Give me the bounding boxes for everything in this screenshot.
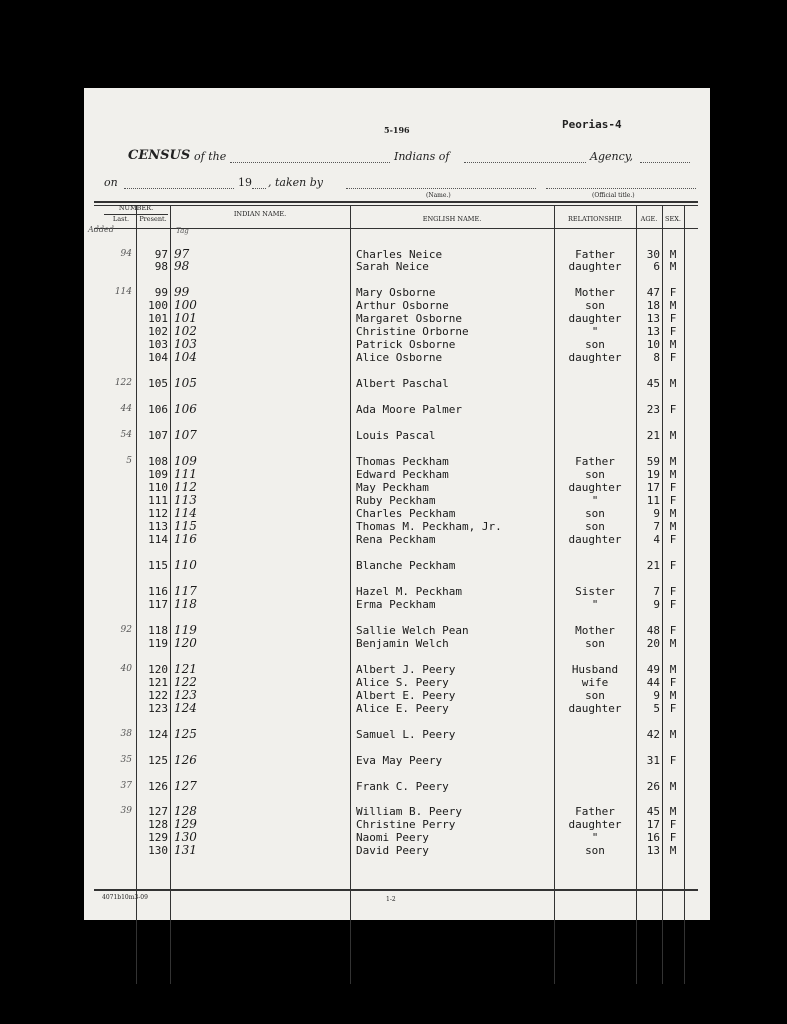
sex: M [669, 689, 677, 702]
relationship: Father [575, 455, 615, 468]
english-name: Albert E. Peery [356, 689, 456, 702]
present-number: 100 [148, 299, 168, 312]
handwritten-number: 109 [174, 454, 197, 468]
relationship: Sister [575, 585, 615, 598]
sex: M [669, 468, 677, 481]
handwritten-number: 121 [174, 662, 197, 676]
last-number: 54 [120, 430, 132, 440]
table-row [84, 559, 710, 572]
relationship: daughter [568, 818, 622, 831]
last-number: 35 [120, 755, 132, 765]
age: 7 [653, 585, 660, 598]
sex: M [669, 520, 677, 533]
sex: M [669, 507, 677, 520]
relationship: Father [575, 248, 615, 261]
handwritten-number: 131 [174, 843, 197, 857]
sex: F [669, 533, 677, 546]
handwritten-number: 125 [174, 727, 197, 741]
last-number: 38 [120, 729, 132, 739]
english-name: Hazel M. Peckham [356, 585, 462, 598]
english-name: Ada Moore Palmer [356, 403, 462, 416]
present-number: 129 [148, 831, 168, 844]
handwritten-number: 107 [174, 428, 197, 442]
present-number: 99 [154, 286, 168, 299]
age: 9 [653, 689, 660, 702]
present-number: 115 [148, 559, 168, 572]
last-number: 92 [120, 625, 132, 635]
relationship: daughter [568, 533, 622, 546]
handwritten-number: 126 [174, 753, 197, 767]
english-name: Ruby Peckham [356, 494, 436, 507]
table-row [84, 429, 710, 442]
english-name: Erma Peckham [356, 598, 436, 611]
present-number: 122 [148, 689, 168, 702]
present-number: 103 [148, 338, 168, 351]
age: 23 [646, 403, 660, 416]
present-number: 124 [148, 728, 168, 741]
english-name: Thomas Peckham [356, 455, 449, 468]
relationship: son [585, 520, 605, 533]
relationship: daughter [568, 481, 622, 494]
age: 10 [646, 338, 660, 351]
col-number: NUMBER. [118, 204, 154, 212]
english-name: William B. Peery [356, 805, 462, 818]
age: 18 [646, 299, 660, 312]
present-number: 126 [148, 780, 168, 793]
age: 21 [646, 559, 660, 572]
relationship: son [585, 468, 605, 481]
table-row [84, 403, 710, 416]
sex: M [669, 637, 677, 650]
relationship: Father [575, 805, 615, 818]
handwritten-number: 111 [174, 467, 197, 481]
sex: M [669, 248, 677, 261]
handwritten-number: 116 [174, 532, 197, 546]
handwritten-number: 102 [174, 324, 197, 338]
sex: F [669, 312, 677, 325]
age: 45 [646, 805, 660, 818]
handwritten-number: 122 [174, 675, 197, 689]
sex: F [669, 325, 677, 338]
sex: F [669, 702, 677, 715]
sex: F [669, 559, 677, 572]
age: 7 [653, 520, 660, 533]
sex: M [669, 844, 677, 857]
relationship: Mother [575, 624, 615, 637]
relationship: daughter [568, 702, 622, 715]
sex: M [669, 338, 677, 351]
table-row [84, 351, 710, 364]
english-name: Margaret Osborne [356, 312, 462, 325]
sex: M [669, 780, 677, 793]
english-name: Sallie Welch Pean [356, 624, 469, 637]
handwritten-number: 114 [174, 506, 197, 520]
relationship: son [585, 637, 605, 650]
last-number: 39 [120, 806, 132, 816]
handwritten-number: 106 [174, 402, 197, 416]
relationship: " [591, 598, 599, 611]
present-number: 118 [148, 624, 168, 637]
present-number: 101 [148, 312, 168, 325]
col-english-name: ENGLISH NAME. [422, 215, 482, 223]
age: 9 [653, 598, 660, 611]
table-row [84, 260, 710, 273]
sex: M [669, 728, 677, 741]
handwritten-number: 128 [174, 804, 197, 818]
english-name: Arthur Osborne [356, 299, 449, 312]
handwritten-number: 120 [174, 636, 197, 650]
tribe-stamp: Peorias-4 [562, 118, 622, 131]
present-number: 127 [148, 805, 168, 818]
present-number: 130 [148, 844, 168, 857]
handwritten-number: 105 [174, 376, 197, 390]
relationship: daughter [568, 312, 622, 325]
last-number: 37 [120, 781, 132, 791]
annotation-tag: Tag [176, 227, 189, 235]
present-number: 104 [148, 351, 168, 364]
present-number: 97 [154, 248, 168, 261]
sex: M [669, 260, 677, 273]
sex: F [669, 585, 677, 598]
present-number: 112 [148, 507, 168, 520]
age: 42 [646, 728, 660, 741]
taken-by-label: , taken by [268, 176, 323, 189]
age: 31 [646, 754, 660, 767]
age: 13 [646, 312, 660, 325]
table-row [84, 637, 710, 650]
name-caption: (Name.) [426, 192, 451, 199]
footer-page: 1-2 [386, 896, 396, 903]
table-row [84, 844, 710, 857]
age: 5 [653, 702, 660, 715]
annotation-added: Added [88, 225, 114, 234]
col-relationship: RELATIONSHIP. [567, 215, 623, 223]
handwritten-number: 100 [174, 298, 197, 312]
english-name: Alice Osborne [356, 351, 443, 364]
relationship: son [585, 507, 605, 520]
handwritten-number: 99 [174, 285, 190, 299]
age: 45 [646, 377, 660, 390]
english-name: Eva May Peery [356, 754, 443, 767]
sex: M [669, 299, 677, 312]
col-sex: SEX. [665, 215, 681, 223]
present-number: 117 [148, 598, 168, 611]
english-name: Christine Perry [356, 818, 456, 831]
english-name: Rena Peckham [356, 533, 436, 546]
sex: M [669, 663, 677, 676]
table-row [84, 598, 710, 611]
relationship: Mother [575, 286, 615, 299]
english-name: Edward Peckham [356, 468, 449, 481]
english-name: Naomi Peery [356, 831, 429, 844]
sex: F [669, 403, 677, 416]
handwritten-number: 123 [174, 688, 197, 702]
relationship: " [591, 325, 599, 338]
present-number: 98 [154, 260, 168, 273]
relationship: " [591, 494, 599, 507]
agency-label: Agency, [590, 150, 633, 163]
age: 59 [646, 455, 660, 468]
sex: F [669, 754, 677, 767]
age: 16 [646, 831, 660, 844]
english-name: Sarah Neice [356, 260, 429, 273]
age: 11 [646, 494, 660, 507]
age: 19 [646, 468, 660, 481]
last-number: 114 [114, 287, 132, 297]
handwritten-number: 130 [174, 830, 197, 844]
relationship: daughter [568, 351, 622, 364]
table-row [84, 533, 710, 546]
age: 13 [646, 325, 660, 338]
english-name: Christine Orborne [356, 325, 469, 338]
present-number: 123 [148, 702, 168, 715]
last-number: 94 [120, 249, 132, 259]
age: 6 [653, 260, 660, 273]
handwritten-number: 98 [174, 259, 190, 273]
age: 48 [646, 624, 660, 637]
present-number: 120 [148, 663, 168, 676]
age: 30 [646, 248, 660, 261]
handwritten-number: 113 [174, 493, 197, 507]
handwritten-number: 103 [174, 337, 197, 351]
english-name: Thomas M. Peckham, Jr. [356, 520, 502, 533]
age: 4 [653, 533, 660, 546]
age: 20 [646, 637, 660, 650]
english-name: Charles Peckham [356, 507, 456, 520]
english-name: Samuel L. Peery [356, 728, 456, 741]
present-number: 110 [148, 481, 168, 494]
present-number: 111 [148, 494, 168, 507]
handwritten-number: 119 [174, 623, 197, 637]
last-number: 5 [126, 456, 132, 466]
year-label: 19 [238, 176, 252, 189]
last-number: 40 [120, 664, 132, 674]
relationship: son [585, 844, 605, 857]
sex: F [669, 624, 677, 637]
relationship: wife [581, 676, 609, 689]
footer-code: 4071b10m3-09 [102, 894, 148, 901]
relationship: Husband [571, 663, 619, 676]
official-title-caption: (Official title.) [592, 192, 635, 199]
sex: F [669, 598, 677, 611]
sex: F [669, 831, 677, 844]
relationship: " [591, 831, 599, 844]
relationship: son [585, 338, 605, 351]
present-number: 113 [148, 520, 168, 533]
english-name: Albert J. Peery [356, 663, 456, 676]
col-present: Present. [139, 215, 167, 223]
present-number: 108 [148, 455, 168, 468]
table-row [84, 780, 710, 793]
sex: F [669, 676, 677, 689]
present-number: 102 [148, 325, 168, 338]
handwritten-number: 117 [174, 584, 197, 598]
handwritten-number: 118 [174, 597, 197, 611]
census-page [84, 88, 710, 920]
on-label: on [104, 176, 118, 189]
age: 47 [646, 286, 660, 299]
col-age: AGE. [640, 215, 658, 223]
age: 17 [646, 481, 660, 494]
present-number: 119 [148, 637, 168, 650]
present-number: 116 [148, 585, 168, 598]
english-name: May Peckham [356, 481, 429, 494]
age: 21 [646, 429, 660, 442]
form-code: 5-196 [384, 125, 410, 135]
sex: M [669, 455, 677, 468]
english-name: Blanche Peckham [356, 559, 456, 572]
english-name: Albert Paschal [356, 377, 449, 390]
english-name: Charles Neice [356, 248, 443, 261]
last-number: 44 [120, 404, 132, 414]
sex: M [669, 429, 677, 442]
age: 8 [653, 351, 660, 364]
english-name: Alice S. Peery [356, 676, 449, 689]
relationship: son [585, 299, 605, 312]
sex: F [669, 351, 677, 364]
english-name: Alice E. Peery [356, 702, 449, 715]
age: 44 [646, 676, 660, 689]
sex: F [669, 481, 677, 494]
english-name: Frank C. Peery [356, 780, 449, 793]
present-number: 128 [148, 818, 168, 831]
age: 17 [646, 818, 660, 831]
present-number: 109 [148, 468, 168, 481]
sex: F [669, 286, 677, 299]
english-name: Patrick Osborne [356, 338, 456, 351]
sex: F [669, 494, 677, 507]
present-number: 125 [148, 754, 168, 767]
census-title: CENSUS [128, 148, 191, 163]
age: 26 [646, 780, 660, 793]
handwritten-number: 112 [174, 480, 197, 494]
handwritten-number: 127 [174, 779, 197, 793]
present-number: 106 [148, 403, 168, 416]
table-row [84, 702, 710, 715]
handwritten-number: 97 [174, 247, 190, 261]
table-row [84, 377, 710, 390]
handwritten-number: 104 [174, 350, 197, 364]
present-number: 121 [148, 676, 168, 689]
handwritten-number: 115 [174, 519, 197, 533]
sex: F [669, 818, 677, 831]
relationship: son [585, 689, 605, 702]
of-the-label: of the [194, 150, 227, 163]
table-row [84, 728, 710, 741]
relationship: daughter [568, 260, 622, 273]
handwritten-number: 101 [174, 311, 197, 325]
age: 13 [646, 844, 660, 857]
english-name: Benjamin Welch [356, 637, 449, 650]
indians-of-label: Indians of [394, 150, 450, 163]
sex: M [669, 377, 677, 390]
handwritten-number: 124 [174, 701, 197, 715]
english-name: Mary Osborne [356, 286, 436, 299]
present-number: 107 [148, 429, 168, 442]
age: 49 [646, 663, 660, 676]
age: 9 [653, 507, 660, 520]
col-last: Last. [112, 215, 130, 223]
english-name: David Peery [356, 844, 429, 857]
sex: M [669, 805, 677, 818]
english-name: Louis Pascal [356, 429, 436, 442]
col-indian-name: INDIAN NAME. [233, 210, 287, 218]
present-number: 114 [148, 533, 168, 546]
present-number: 105 [148, 377, 168, 390]
handwritten-number: 129 [174, 817, 197, 831]
handwritten-number: 110 [174, 558, 197, 572]
last-number: 122 [114, 378, 132, 388]
table-row [84, 754, 710, 767]
